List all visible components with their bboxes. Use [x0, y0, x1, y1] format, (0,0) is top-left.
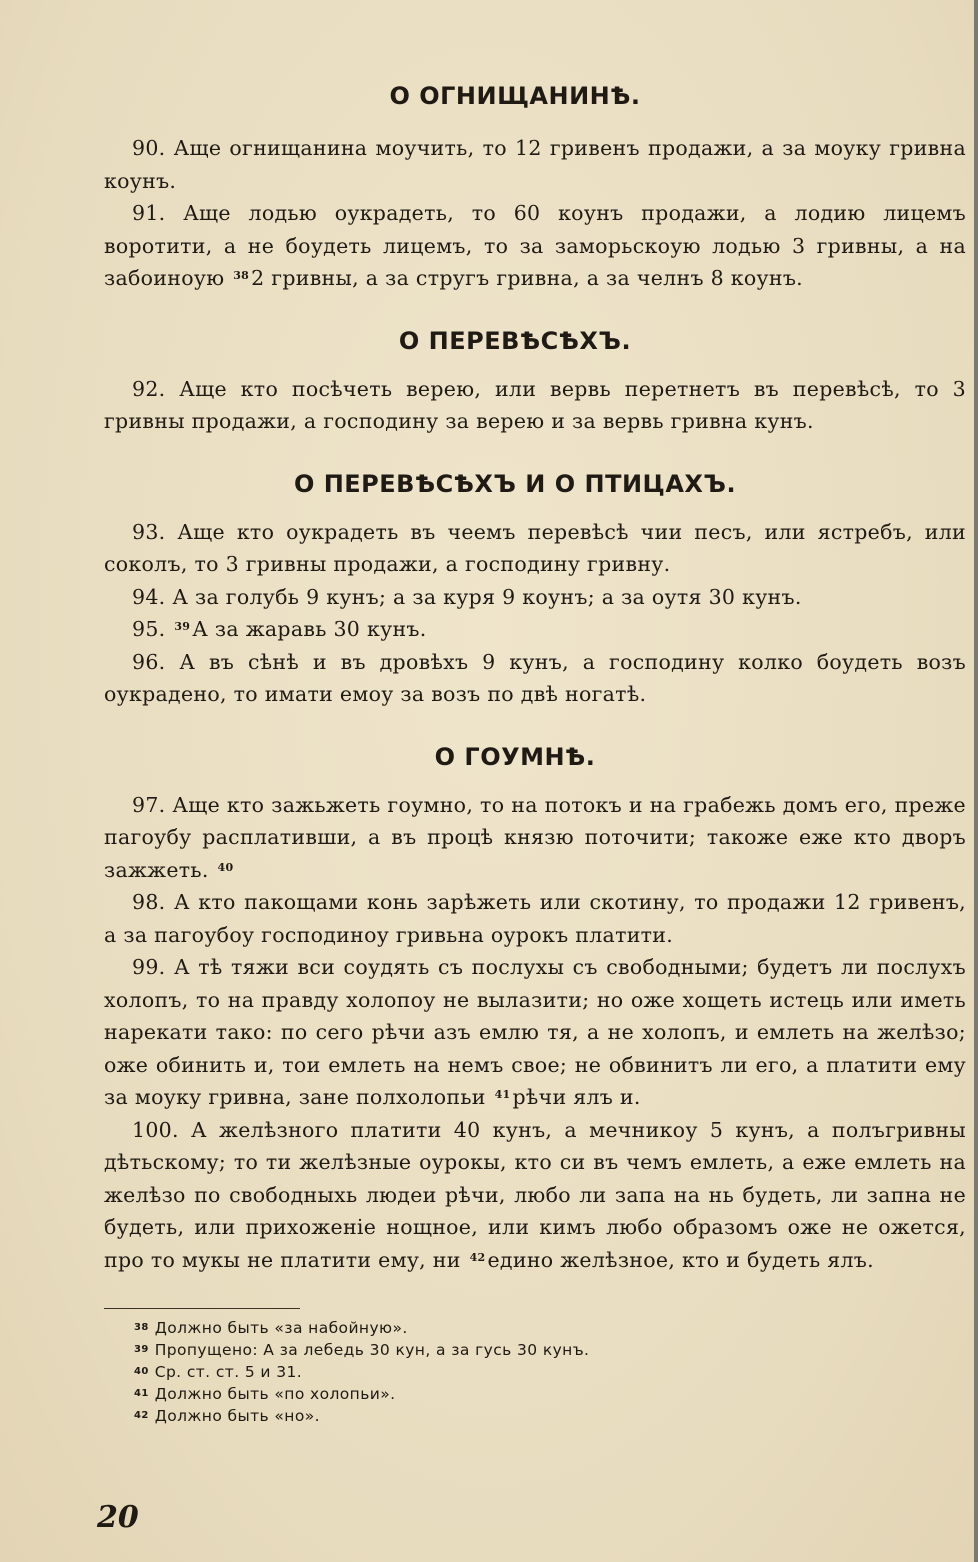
footnote-38: $^{38}$ Должно быть «за набойную». [134, 1319, 408, 1337]
footnote-ref-42[interactable]: 42 [469, 1250, 486, 1264]
article-96: 96. А въ сѣнѣ и въ дровѣхъ 9 кунъ, а господину колко боудеть возъ оукрадено, то имати емоу за возъ по двѣ ногатѣ. [104, 649, 966, 706]
footnote-divider [104, 1308, 300, 1309]
article-90: 90. Аще огнищанина моучить, то 12 гривенъ продажи, а за моуку гривна коунъ. [104, 136, 966, 193]
article-92: 92. Аще кто посѣчеть верею, или вервь перетнетъ въ перевѣсѣ, то 3 гривны продажи, а господину за верею и за вервь гривна кунъ. [104, 376, 966, 433]
page-edge [974, 0, 978, 1562]
article-97: 97. Аще кто зажьжеть гоумно, то на потокъ и на грабежь домъ его, преже пагоубу расплативши, а въ процѣ князю поточити; такоже еже кто дворъ зажжеть. $^{40}$ [104, 792, 966, 882]
section-heading-perevesekh-ptitsakh: О ПЕРЕВѢСѢХЪ И О ПТИЦАХЪ. [293, 469, 737, 498]
article-95: 95. $^{39}$А за жаравь 30 кунъ. [132, 617, 427, 641]
footnote-39: $^{39}$ Пропущено: А за лебедь 30 кун, а за гусь 30 кунъ. [134, 1341, 590, 1359]
footnote-ref-39[interactable]: 39 [174, 620, 191, 633]
article-93: 93. Аще кто оукрадеть въ чеемъ перевѣсѣ чии песъ, или ястребъ, или соколъ, то 3 гривны продажи, а господину гривну. [104, 519, 966, 576]
footnote-ref-41[interactable]: 41 [494, 1088, 511, 1101]
article-91: 91. Аще лодью оукрадеть, то 60 коунъ продажи, а лодию лицемъ воротити, а не боудеть лицемъ, то за заморьскоую лодью 3 гривны, а на забоиноую $^{38}$2 гривны, а за стругъ гривна, а за челнъ 8 коунъ. [104, 201, 966, 290]
section-heading-goumne: О ГОУМНѢ. [434, 742, 596, 771]
page-number: 20 [97, 1500, 139, 1535]
article-100: 100. А желѣзного платити 40 кунъ, а мечникоу 5 кунъ, а полъгривны дѣтьскому; то ти желѣзные оурокы, кто си въ чемъ емлеть, а еже емлеть на желѣзо по свободныхь людеи рѣчи, любо ли запа на нь будеть, ли запна не будеть, или прихоженіе нощное, или кимъ любо образомъ оже не ожется, про то мукы не платити ему, ни $^{42}$едино желѣзное, кто и будеть ялъ. [104, 1117, 966, 1272]
footnote-ref-38[interactable]: 38 [233, 269, 250, 282]
section-heading-perevesekh: О ПЕРЕВѢСѢХЪ. [398, 326, 632, 355]
footnote-41: $^{41}$ Должно быть «по холопьи». [134, 1385, 396, 1403]
article-94: 94. А за голубь 9 кунъ; а за куря 9 коунъ; а за оутя 30 кунъ. [132, 584, 802, 609]
article-99: 99. А тѣ тяжи вси соудять съ послухы съ свободными; будетъ ли послухъ холопъ, то на правду холопоу не вылазити; но оже хощеть истець или иметь нарекати тако: по сего рѣчи азъ емлю тя, а не холопъ, и емлеть на желѣзо; оже обинить и, тои емлеть на немъ свое; не обвинитъ ли его, а платити ему за моуку гривна, зане полхолопьи $^{41}$рѣчи ялъ и. [104, 955, 966, 1109]
section-heading-ognishchanin: О ОГНИЩАНИНѢ. [389, 82, 641, 110]
article-98: 98. А кто пакощами конь зарѣжеть или скотину, то продажи 12 гривенъ, а за пагоубоу господиноу гривьна оурокъ платити. [104, 890, 966, 947]
footnote-ref-40[interactable]: 40 [217, 860, 234, 874]
footnote-40: $^{40}$ Ср. ст. ст. 5 и 31. [134, 1363, 303, 1381]
footnote-42: $^{42}$ Должно быть «но». [134, 1407, 320, 1425]
